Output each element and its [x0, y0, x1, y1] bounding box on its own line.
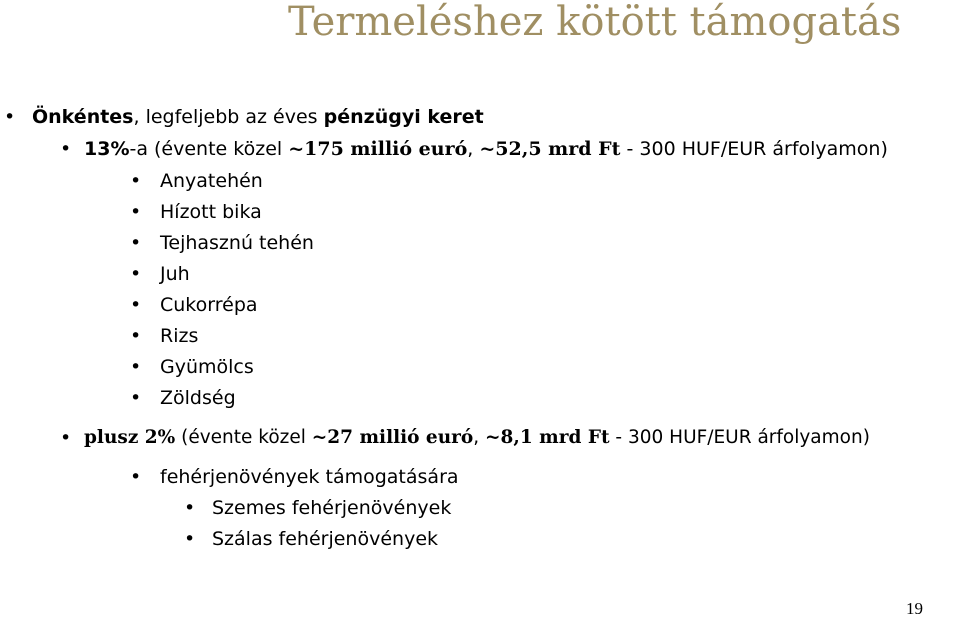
list-item: Szálas fehérjenövények — [212, 528, 439, 550]
voluntary-label: Önkéntes — [32, 106, 134, 128]
bullet: • — [184, 528, 196, 550]
bullet: • — [184, 497, 196, 519]
bullet: • — [60, 427, 72, 449]
list-item: Szemes fehérjenövények — [212, 497, 452, 519]
line-13-percent: 13%-a (évente közel ~175 millió euró, ~52,5 mrd Ft - 300 HUF/EUR árfolyamon) — [84, 138, 888, 160]
list-item: Hízott bika — [160, 201, 262, 223]
bullet: • — [60, 138, 72, 160]
list-item: Rizs — [160, 325, 199, 347]
list-item: Anyatehén — [160, 170, 263, 192]
line-plus-2-percent: plusz 2% (évente közel ~27 millió euró, ~8,1 mrd Ft - 300 HUF/EUR árfolyamon) — [84, 427, 870, 448]
protein-label: fehérjenövények támogatására — [160, 466, 459, 488]
page-number: 19 — [906, 599, 923, 618]
list-item: Gyümölcs — [160, 356, 254, 378]
bullet: • — [4, 106, 16, 128]
financial-frame: pénzügyi keret — [323, 106, 484, 128]
list-item: Tejhasznú tehén — [160, 232, 314, 254]
list-item: Cukorrépa — [160, 294, 258, 316]
list-item: Juh — [160, 263, 190, 285]
list-item: Zöldség — [160, 387, 236, 409]
voluntary-line: Önkéntes, legfeljebb az éves pénzügyi keret — [32, 106, 484, 128]
page-title: Termeléshez kötött támogatás — [288, 0, 902, 45]
bullet: • — [130, 466, 142, 488]
